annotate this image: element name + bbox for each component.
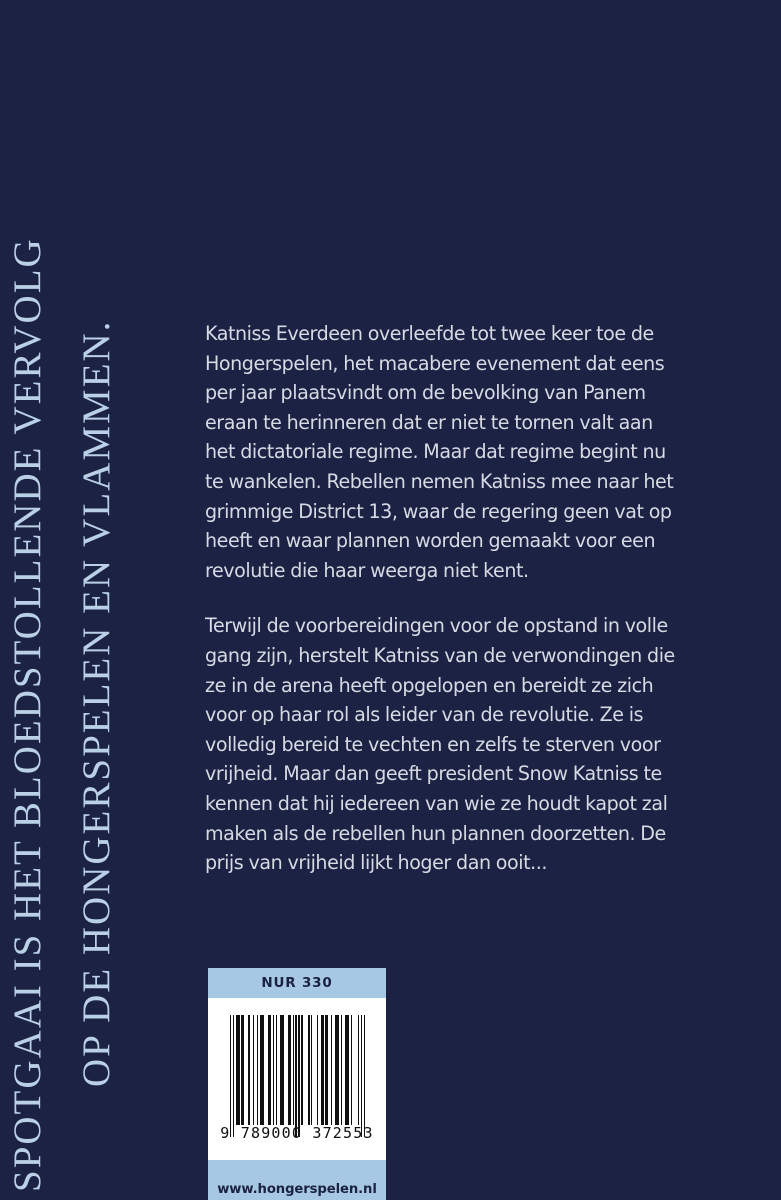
tagline-line-1: SPOTGAAI IS HET BLOEDSTOLLENDE VERVOLG: [6, 237, 49, 1192]
tagline-line-2: OP DE HONGERSPELEN EN VLAMMEN.: [75, 319, 118, 1087]
barcode-bars-icon: [230, 1015, 366, 1125]
blurb-paragraph-1: Katniss Everdeen overleefde tot twee keer toe de Hongerspelen, het macabere evenement dat eens per jaar plaatsvindt om de bevolking van Panem eraan te herinneren dat er niet te tornen valt aan het dictatoriale regime. Maar dat regime begint nu te wankelen. Rebellen nemen Katniss mee naar het grimmige District 13, waar de regering geen vat op heeft en waar plannen worden gemaakt voor een revolutie die haar weerga niet kent.: [205, 322, 674, 582]
blurb-text: [205, 319, 687, 878]
barcode-area: [208, 998, 386, 1160]
website-label: www.hongerspelen.nl: [217, 1181, 377, 1197]
nur-header: [208, 968, 386, 998]
barcode-block: [208, 968, 386, 1200]
nur-label: NUR 330: [261, 975, 333, 991]
isbn-digits: 9 789000 372553: [220, 1124, 374, 1142]
blurb-paragraph-2: Terwijl de voorbereidingen voor de opstand in volle gang zijn, herstelt Katniss van de verwondingen die ze in de arena heeft opgelopen en bereidt ze zich voor op haar rol als leider van de revolutie. Ze is volledig bereid te vechten en zelfs te sterven voor vrijheid. Maar dan geeft president Snow Katniss te kennen dat hij iedereen van wie ze houdt kapot zal maken als de rebellen hun plannen doorzetten. De prijs van vrijheid lijkt hoger dan ooit...: [205, 614, 675, 875]
vertical-tagline: [0, 0, 180, 1200]
website-footer: [208, 1160, 386, 1200]
